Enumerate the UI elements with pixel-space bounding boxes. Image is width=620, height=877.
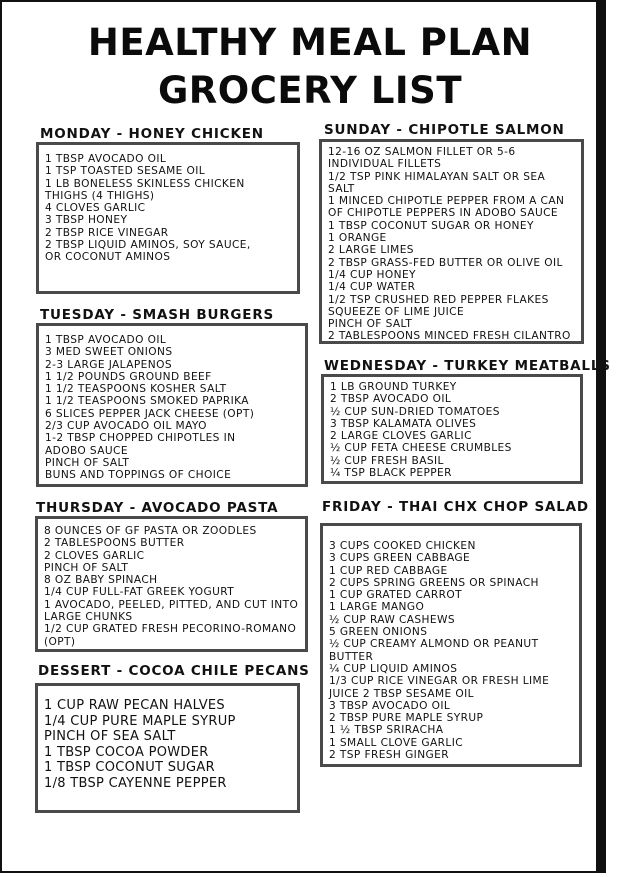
- page-subtitle: GROCERY LIST: [157, 69, 463, 112]
- friday-ingredient-box: [320, 523, 582, 767]
- ingredient-item: 2 LARGE CLOVES GARLIC: [330, 430, 472, 443]
- ingredient-item: 1 LB BONELESS SKINLESS CHICKEN: [45, 177, 245, 190]
- ingredient-item: 1 CUP RAW PECAN HALVES: [44, 698, 225, 713]
- ingredient-item: SQUEEZE OF LIME JUICE: [328, 305, 465, 318]
- ingredient-item: 1 LB GROUND TURKEY: [330, 381, 457, 393]
- ingredient-item: JUICE 2 TBSP SESAME OIL: [329, 687, 474, 700]
- ingredient-item: ½ CUP FETA CHEESE CRUMBLES: [330, 442, 512, 455]
- ingredient-item: THIGHS (4 THIGHS): [45, 189, 155, 202]
- ingredient-item: 1/4 CUP WATER: [328, 281, 416, 294]
- ingredient-item: PINCH OF SALT: [45, 456, 130, 469]
- dessert-ingredient-list: [44, 698, 291, 792]
- ingredient-item: 2 TABLESPOONS BUTTER: [44, 537, 185, 550]
- ingredient-item: 1 TBSP AVOCADO OIL: [45, 153, 167, 165]
- ingredient-item: 2/3 CUP AVOCADO OIL MAYO: [45, 420, 207, 433]
- ingredient-item: 1 AVOCADO, PEELED, PITTED, AND CUT INTO: [44, 598, 299, 611]
- ingredient-item: 1 LARGE MANGO: [329, 601, 425, 614]
- ingredient-item: 2 LARGE LIMES: [328, 244, 414, 257]
- ingredient-item: 2 TBSP PURE MAPLE SYRUP: [329, 712, 484, 725]
- ingredient-item: 1/4 CUP HONEY: [328, 268, 416, 281]
- wednesday-ingredient-list: [330, 381, 574, 479]
- ingredient-item: ¼ TSP BLACK PEPPER: [330, 467, 452, 480]
- ingredient-item: 2-3 LARGE JALAPENOS: [45, 358, 172, 371]
- ingredient-item: 8 OZ BABY SPINACH: [44, 574, 158, 587]
- tuesday-heading: TUESDAY - SMASH BURGERS: [40, 307, 275, 323]
- ingredient-item: 2 TBSP RICE VINEGAR: [45, 226, 169, 239]
- ingredient-item: 1/4 CUP FULL-FAT GREEK YOGURT: [44, 586, 235, 599]
- ingredient-item: LARGE CHUNKS: [44, 611, 133, 624]
- ingredient-item: ADOBO SAUCE: [45, 444, 128, 457]
- ingredient-item: PINCH OF SALT: [328, 318, 413, 331]
- ingredient-item: 3 TBSP KALAMATA OLIVES: [330, 417, 477, 430]
- ingredient-item: ½ CUP CREAMY ALMOND OR PEANUT: [329, 638, 539, 651]
- ingredient-item: 6 SLICES PEPPER JACK CHEESE (OPT): [45, 407, 255, 420]
- ingredient-item: ½ CUP SUN-DRIED TOMATOES: [330, 405, 500, 418]
- ingredient-item: 1 1/2 TEASPOONS KOSHER SALT: [45, 383, 227, 396]
- monday-heading: MONDAY - HONEY CHICKEN: [40, 126, 264, 142]
- ingredient-item: 4 CLOVES GARLIC: [45, 202, 146, 215]
- ingredient-item: 2 TBSP LIQUID AMINOS, SOY SAUCE,: [45, 239, 251, 252]
- ingredient-item: 1/2 TSP CRUSHED RED PEPPER FLAKES: [328, 293, 549, 306]
- ingredient-item: 1/2 TSP PINK HIMALAYAN SALT OR SEA: [328, 170, 546, 183]
- ingredient-item: 5 GREEN ONIONS: [329, 626, 428, 639]
- ingredient-item: ½ CUP FRESH BASIL: [330, 454, 444, 467]
- ingredient-item: INDIVIDUAL FILLETS: [328, 158, 442, 171]
- sunday-ingredient-list: [328, 146, 575, 343]
- ingredient-item: 3 TBSP HONEY: [45, 214, 128, 227]
- ingredient-item: ¼ CUP LIQUID AMINOS: [329, 662, 458, 675]
- ingredient-item: 1 ½ TBSP SRIRACHA: [329, 724, 444, 737]
- monday-ingredient-list: [45, 153, 291, 264]
- sunday-ingredient-box: [319, 139, 584, 344]
- ingredient-item: 1 CUP GRATED CARROT: [329, 589, 463, 602]
- ingredient-item: BUNS AND TOPPINGS OF CHOICE: [45, 469, 232, 482]
- ingredient-item: 8 OUNCES OF GF PASTA OR ZOODLES: [44, 525, 257, 537]
- ingredient-item: 1 TBSP COCONUT SUGAR: [44, 760, 215, 776]
- ingredient-item: 1 1/2 POUNDS GROUND BEEF: [45, 370, 212, 383]
- ingredient-item: 1 TBSP COCOA POWDER: [44, 744, 209, 760]
- ingredient-item: 1 SMALL CLOVE GARLIC: [329, 736, 464, 749]
- thursday-heading: THURSDAY - AVOCADO PASTA: [36, 500, 279, 516]
- ingredient-item: 1 CUP RED CABBAGE: [329, 564, 448, 577]
- ingredient-item: ½ CUP RAW CASHEWS: [329, 613, 456, 626]
- ingredient-item: 1/2 CUP GRATED FRESH PECORINO-ROMANO: [44, 623, 297, 636]
- ingredient-item: PINCH OF SALT: [44, 561, 129, 574]
- ingredient-item: 2 TSP FRESH GINGER: [329, 749, 449, 762]
- tuesday-ingredient-box: [36, 323, 308, 487]
- ingredient-item: 1 ORANGE: [328, 232, 387, 245]
- ingredient-item: 1/4 CUP PURE MAPLE SYRUP: [44, 713, 236, 729]
- ingredient-item: 1-2 TBSP CHOPPED CHIPOTLES IN: [45, 432, 236, 445]
- ingredient-item: 1 TBSP COCONUT SUGAR OR HONEY: [328, 219, 534, 232]
- ingredient-item: 3 TBSP AVOCADO OIL: [329, 699, 451, 712]
- monday-ingredient-box: [36, 142, 300, 294]
- ingredient-item: 3 CUPS GREEN CABBAGE: [329, 552, 471, 565]
- ingredient-item: SALT: [328, 182, 355, 195]
- friday-heading: FRIDAY - THAI CHX CHOP SALAD: [322, 499, 589, 515]
- sunday-heading: SUNDAY - CHIPOTLE SALMON: [324, 122, 565, 138]
- ingredient-item: 2 TBSP AVOCADO OIL: [330, 393, 452, 406]
- ingredient-item: BUTTER: [329, 650, 374, 663]
- ingredient-item: OR COCONUT AMINOS: [45, 251, 171, 264]
- dessert-heading: DESSERT - COCOA CHILE PECANS: [38, 663, 310, 679]
- ingredient-item: 1 1/2 TEASPOONS SMOKED PAPRIKA: [45, 395, 249, 408]
- dessert-ingredient-box: [35, 683, 300, 813]
- ingredient-item: PINCH OF SEA SALT: [44, 729, 176, 745]
- wednesday-ingredient-box: [321, 374, 583, 484]
- thursday-ingredient-list: [44, 525, 299, 648]
- ingredient-item: 3 CUPS COOKED CHICKEN: [329, 540, 476, 552]
- friday-ingredient-list: [329, 540, 573, 761]
- thursday-ingredient-box: [35, 516, 308, 652]
- wednesday-heading: WEDNESDAY - TURKEY MEATBALLS: [324, 358, 611, 374]
- ingredient-item: 3 MED SWEET ONIONS: [45, 346, 173, 359]
- ingredient-item: 1 MINCED CHIPOTLE PEPPER FROM A CAN: [328, 195, 565, 208]
- ingredient-item: 1/3 CUP RICE VINEGAR OR FRESH LIME: [329, 675, 550, 688]
- ingredient-item: 1/8 TBSP CAYENNE PEPPER: [44, 775, 227, 791]
- ingredient-item: 2 CLOVES GARLIC: [44, 549, 145, 562]
- tuesday-ingredient-list: [45, 334, 299, 482]
- ingredient-item: 1 TSP TOASTED SESAME OIL: [45, 165, 206, 178]
- ingredient-item: 2 TBSP GRASS-FED BUTTER OR OLIVE OIL: [328, 256, 563, 269]
- page-title: HEALTHY MEAL PLAN: [87, 21, 533, 64]
- ingredient-item: (OPT): [44, 635, 76, 648]
- ingredient-item: 2 TABLESPOONS MINCED FRESH CILANTRO: [328, 330, 571, 343]
- ingredient-item: OF CHIPOTLE PEPPERS IN ADOBO SAUCE: [328, 207, 559, 220]
- ingredient-item: 1 TBSP AVOCADO OIL: [45, 334, 167, 346]
- ingredient-item: 2 CUPS SPRING GREENS OR SPINACH: [329, 576, 539, 589]
- ingredient-item: 12-16 OZ SALMON FILLET OR 5-6: [328, 146, 516, 158]
